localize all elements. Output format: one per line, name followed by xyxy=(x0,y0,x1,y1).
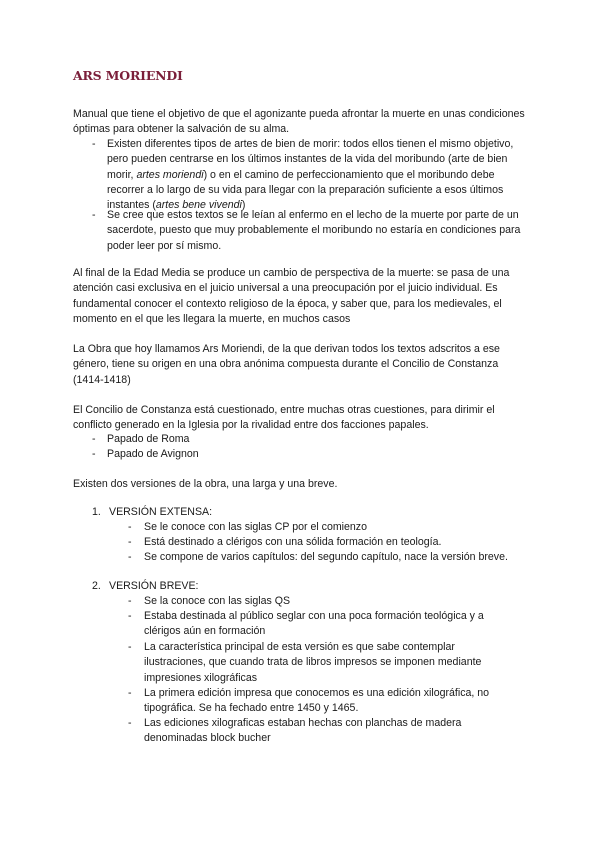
list-item: - Las ediciones xilograficas estaban hechas con planchas de madera denominadas block bucher xyxy=(128,717,462,745)
version-heading: VERSIÓN BREVE: xyxy=(109,580,199,592)
paragraph: El Concilio de Constanza está cuestionado, entre muchas otras cuestiones, para dirimir el conflicto generado en la Iglesia por la rivalidad entre dos facciones papales. xyxy=(73,404,495,432)
bullet-text: Se cree que estos textos se le leían al enfermo en el lecho de la muerte por parte de un sacerdote, puesto que muy probablemente el moribundo no estaría en condiciones para poder leer por sí mismo. xyxy=(107,209,521,252)
version-heading: VERSIÓN EXTENSA: xyxy=(109,506,213,518)
numbered-item: 1. VERSIÓN EXTENSA: xyxy=(92,505,522,520)
bullet-dash: - xyxy=(92,209,96,221)
list-item: - Estaba destinada al público seglar con una poca formación teológica y a clérigos aún en formación xyxy=(128,610,484,638)
list-item: - Se compone de varios capítulos: del segundo capítulo, nace la versión breve. xyxy=(128,551,508,563)
list-item: - Se le conoce con las siglas CP por el comienzo xyxy=(128,521,367,533)
list-item: - Se la conoce con las siglas QS xyxy=(128,595,291,607)
paragraph: La Obra que hoy llamamos Ars Moriendi, de la que derivan todos los textos adscritos a ese género, tiene su origen en una obra anónima compuesta durante el Concilio de Constanza (1414-1418) xyxy=(73,343,500,386)
paragraph: Al final de la Edad Media se produce un cambio de perspectiva de la muerte: se pasa de una atención casi exclusiva en el juicio universal a una preocupación por el juicio individual. Es fundamental conocer el contexto religioso de la época, y saber que, para los medievales, el momento en el que les llegara la muerte, en muchos casos xyxy=(73,267,510,325)
list-item: - La característica principal de esta versión es que sabe contemplar ilustraciones, que cuando trata de libros impresos se imponen mediante impresiones xilográficas xyxy=(128,641,482,684)
list-item: - La primera edición impresa que conocemos es una edición xilográfica, no tipográfica. Se ha fechado entre 1450 y 1465. xyxy=(128,687,490,715)
list-item: - Papado de Avignon xyxy=(92,448,199,460)
numbered-item: 2. VERSIÓN BREVE: xyxy=(92,579,522,594)
list-item xyxy=(92,137,522,213)
page-title: ARS MORIENDI xyxy=(73,68,183,83)
list-item: - Está destinado a clérigos con una sólida formación en teología. xyxy=(128,536,442,548)
list-item: - Papado de Roma xyxy=(92,433,190,445)
intro-paragraph: Manual que tiene el objetivo de que el agonizante pueda afrontar la muerte en unas condiciones óptimas para obtener la salvación de su alma. xyxy=(73,108,525,136)
bullet-dash: - xyxy=(92,138,96,150)
bullet-text: Existen diferentes tipos de artes de bien de morir: todos ellos tienen el mismo objetivo, pero pueden centrarse en los últimos instantes de la vida del moribundo (arte de bien morir, artes moriendi) o en el camino de perfeccionamiento que el moribundo debe recorrer a lo largo de su vida para llegar con la preparación suficiente a esos últimos instantes (artes bene vivendi) xyxy=(107,138,514,212)
list-item xyxy=(92,208,522,254)
paragraph: Existen dos versiones de la obra, una larga y una breve. xyxy=(73,478,338,490)
